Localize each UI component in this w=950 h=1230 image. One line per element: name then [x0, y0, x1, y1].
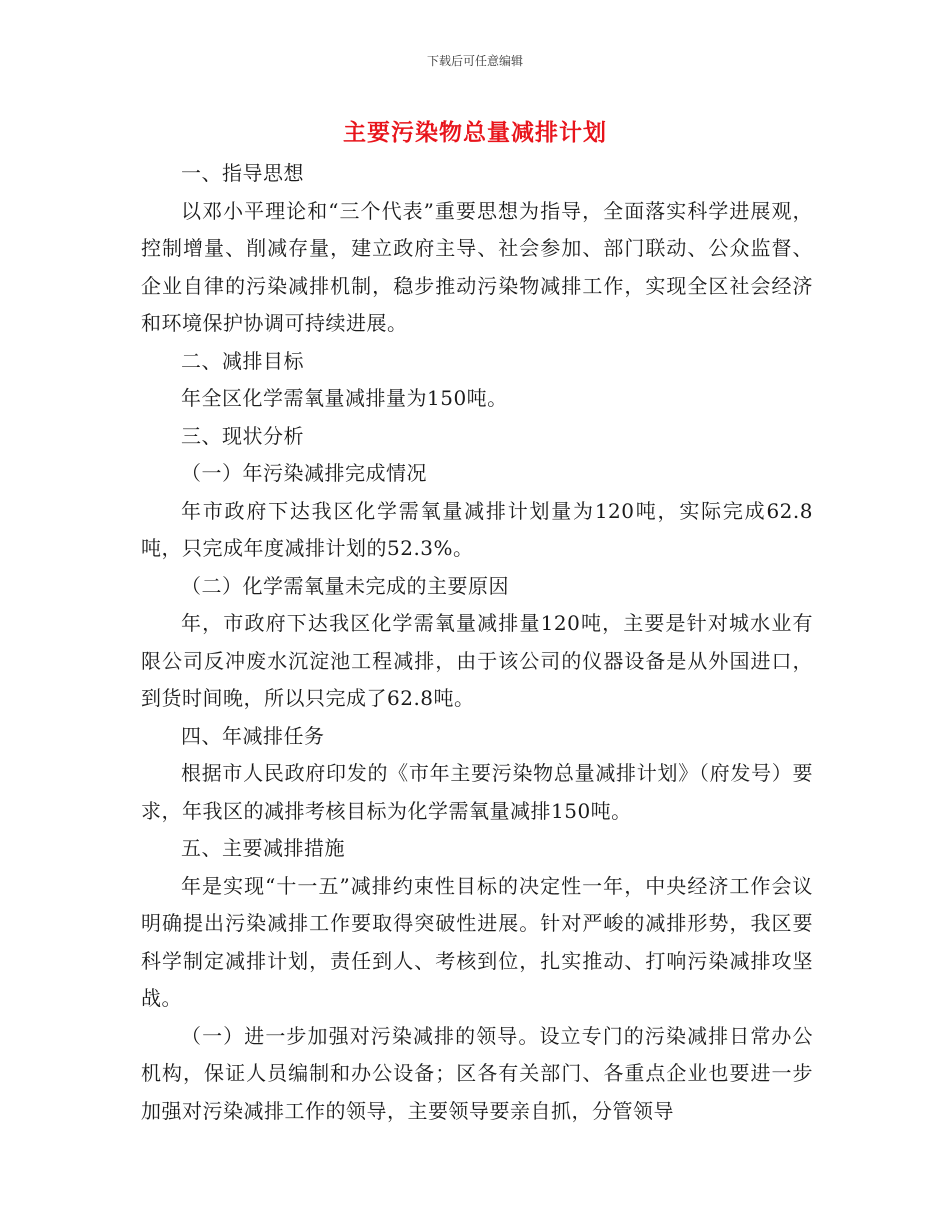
paragraph-reduction-target: 年全区化学需氧量减排量为150吨。 [181, 386, 508, 410]
subheading-incomplete-reasons: （二）化学需氧量未完成的主要原因 [181, 573, 509, 598]
heading-main-measures: 五、主要减排措施 [181, 836, 345, 860]
paragraph-incomplete-reasons: 年，市政府下达我区化学需氧量减排量120吨，主要是针对城水业有限公司反冲废水沉淀池工程减排，由于该公司的仪器设备是从外国进口，到货时间晚，所以只完成了62.8吨。 [141, 611, 813, 710]
heading-reduction-target: 二、减排目标 [181, 348, 304, 373]
document-title: 主要污染物总量减排计划 [343, 119, 607, 146]
document-body [141, 155, 813, 1130]
paragraph-main-measures: 年是实现“十一五”减排约束性目标的决定性一年，中央经济工作会议明确提出污染减排工作要取得突破性进展。针对严峻的减排形势，我区要科学制定减排计划，责任到人、考核到位，扎实推动、打响污染减排攻坚战。 [141, 873, 813, 1010]
heading-status-analysis: 三、现状分析 [181, 423, 304, 448]
paragraph-strengthen-leadership: （一）进一步加强对污染减排的领导。设立专门的污染减排日常办公机构，保证人员编制和办公设备；区各有关部门、各重点企业也要进一步加强对污染减排工作的领导，主要领导要亲自抓，分管领导 [141, 1023, 813, 1123]
paragraph-reduction-tasks: 根据市人民政府印发的《市年主要污染物总量减排计划》（府发号）要求，年我区的减排考核目标为化学需氧量减排150吨。 [141, 761, 813, 823]
header-note: 下载后可任意编辑 [426, 54, 523, 68]
heading-reduction-tasks: 四、年减排任务 [181, 723, 325, 748]
heading-guiding-ideology: 一、指导思想 [181, 161, 304, 185]
paragraph-completion-status: 年市政府下达我区化学需氧量减排计划量为120吨，实际完成62.8吨，只完成年度减排计划的52.3%。 [141, 498, 813, 560]
subheading-completion-status: （一）年污染减排完成情况 [181, 461, 427, 485]
paragraph-guiding-ideology: 以邓小平理论和“三个代表”重要思想为指导，全面落实科学进展观，控制增量、削减存量，建立政府主导、社会参加、部门联动、公众监督、企业自律的污染减排机制，稳步推动污染物减排工作，实现全区社会经济和环境保护协调可持续进展。 [141, 198, 813, 335]
